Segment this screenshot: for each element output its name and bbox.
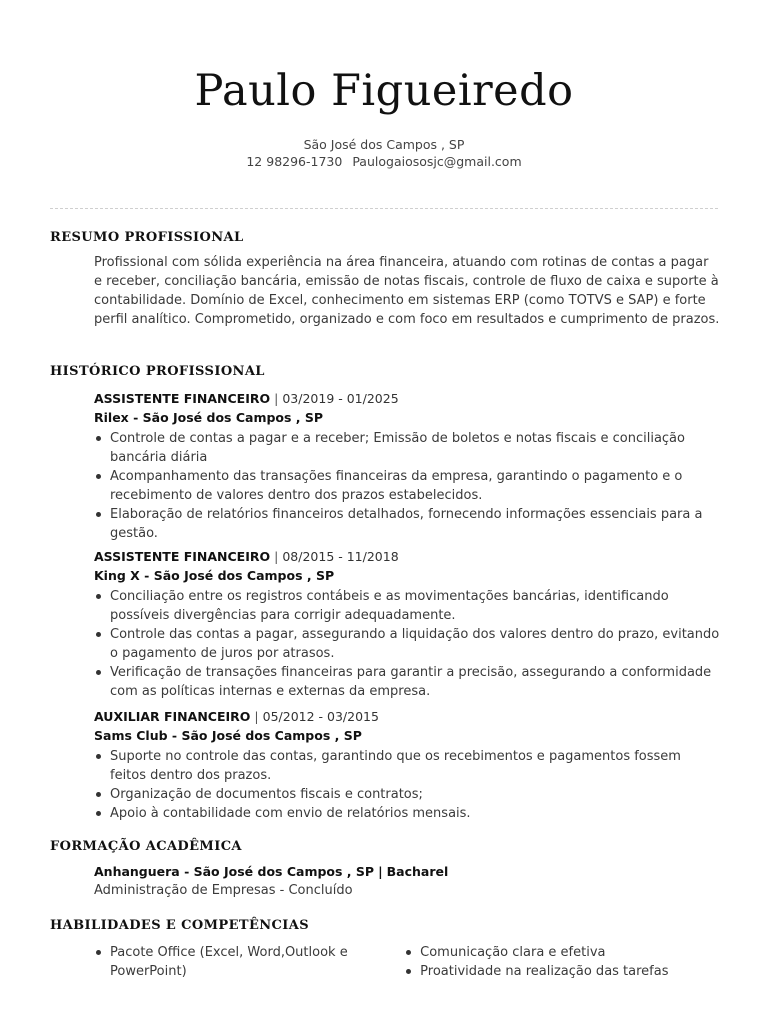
list-item: Verificação de transações financeiras para garantir a precisão, assegurando a conformidade com as políticas internas e externas da empresa. bbox=[110, 663, 720, 701]
job-header: ASSISTENTE FINANCEIRO | 03/2019 - 01/2025 bbox=[94, 391, 399, 406]
list-item: Elaboração de relatórios financeiros detalhados, fornecendo informações essenciais para a gestão. bbox=[110, 505, 720, 543]
list-item: Acompanhamento das transações financeiras da empresa, garantindo o pagamento e o recebimento de valores dentro dos prazos estabelecidos. bbox=[110, 467, 720, 505]
location: São José dos Campos , SP bbox=[303, 137, 465, 152]
job-title: AUXILIAR FINANCEIRO bbox=[94, 709, 251, 724]
job-entry-2 bbox=[94, 547, 720, 701]
job-title: ASSISTENTE FINANCEIRO bbox=[94, 391, 271, 406]
section-title-skills: HABILIDADES E COMPETÊNCIAS bbox=[50, 918, 310, 933]
education-course: Administração de Empresas - Concluído bbox=[94, 883, 353, 898]
header-divider bbox=[50, 208, 718, 209]
job-header: ASSISTENTE FINANCEIRO | 08/2015 - 11/2018 bbox=[94, 549, 399, 564]
email[interactable]: Paulogaiososjc@gmail.com bbox=[352, 154, 522, 169]
education-header: Anhanguera - São José dos Campos , SP | Bacharel bbox=[94, 864, 449, 879]
job-company: King X - São José dos Campos , SP bbox=[94, 568, 335, 583]
skills-list bbox=[94, 941, 720, 981]
list-item: Apoio à contabilidade com envio de relatórios mensais. bbox=[110, 804, 720, 823]
skills-column-2 bbox=[404, 943, 720, 981]
contact-info bbox=[0, 154, 768, 169]
skill-item: Comunicação clara e efetiva bbox=[420, 943, 720, 962]
job-bullets bbox=[94, 587, 720, 701]
job-dates: 03/2019 - 01/2025 bbox=[282, 391, 399, 406]
job-company: Sams Club - São José dos Campos , SP bbox=[94, 728, 362, 743]
job-bullets bbox=[94, 747, 720, 823]
summary-text: Profissional com sólida experiência na área financeira, atuando com rotinas de contas a pagar e receber, conciliação bancária, emissão de notas fiscais, controle de fluxo de caixa e suporte à contabilidade. Domínio de Excel, conhecimento em sistemas ERP (como TOTVS e SAP) e forte perfil analítico. Comprometido, organizado e com foco em resultados e cumprimento de prazos. bbox=[94, 255, 720, 327]
skill-item: Pacote Office (Excel, Word,Outlook e PowerPoint) bbox=[110, 943, 404, 981]
job-title: ASSISTENTE FINANCEIRO bbox=[94, 549, 271, 564]
list-item: Conciliação entre os registros contábeis e as movimentações bancárias, identificando possíveis divergências para corrigir adequadamente. bbox=[110, 587, 720, 625]
skill-item: Proatividade na realização das tarefas bbox=[420, 962, 720, 981]
list-item: Suporte no controle das contas, garantindo que os recebimentos e pagamentos fossem feitos dentro dos prazos. bbox=[110, 747, 720, 785]
list-item: Organização de documentos fiscais e contratos; bbox=[110, 785, 720, 804]
section-title-education: FORMAÇÃO ACADÊMICA bbox=[50, 839, 242, 854]
skills-column-1 bbox=[94, 943, 404, 981]
job-entry-3 bbox=[94, 707, 720, 823]
candidate-name: Paulo Figueiredo bbox=[194, 66, 574, 116]
education-degree: Bacharel bbox=[386, 864, 449, 879]
list-item: Controle das contas a pagar, assegurando a liquidação dos valores dentro do prazo, evitando o pagamento de juros por atrasos. bbox=[110, 627, 720, 661]
job-header: AUXILIAR FINANCEIRO | 05/2012 - 03/2015 bbox=[94, 709, 379, 724]
section-title-summary: RESUMO PROFISSIONAL bbox=[50, 230, 244, 245]
job-dates: 05/2012 - 03/2015 bbox=[262, 709, 379, 724]
phone: 12 98296-1730 bbox=[246, 154, 343, 169]
job-entry-1 bbox=[94, 389, 720, 543]
education-institution: Anhanguera - São José dos Campos , SP bbox=[94, 864, 375, 879]
job-company: Rilex - São José dos Campos , SP bbox=[94, 410, 324, 425]
job-dates: 08/2015 - 11/2018 bbox=[282, 549, 399, 564]
job-bullets bbox=[94, 429, 720, 543]
section-title-history: HISTÓRICO PROFISSIONAL bbox=[50, 364, 265, 379]
education-entry bbox=[94, 862, 720, 900]
list-item: Controle de contas a pagar e a receber; Emissão de boletos e notas fiscais e conciliação bancária diária bbox=[110, 429, 720, 467]
